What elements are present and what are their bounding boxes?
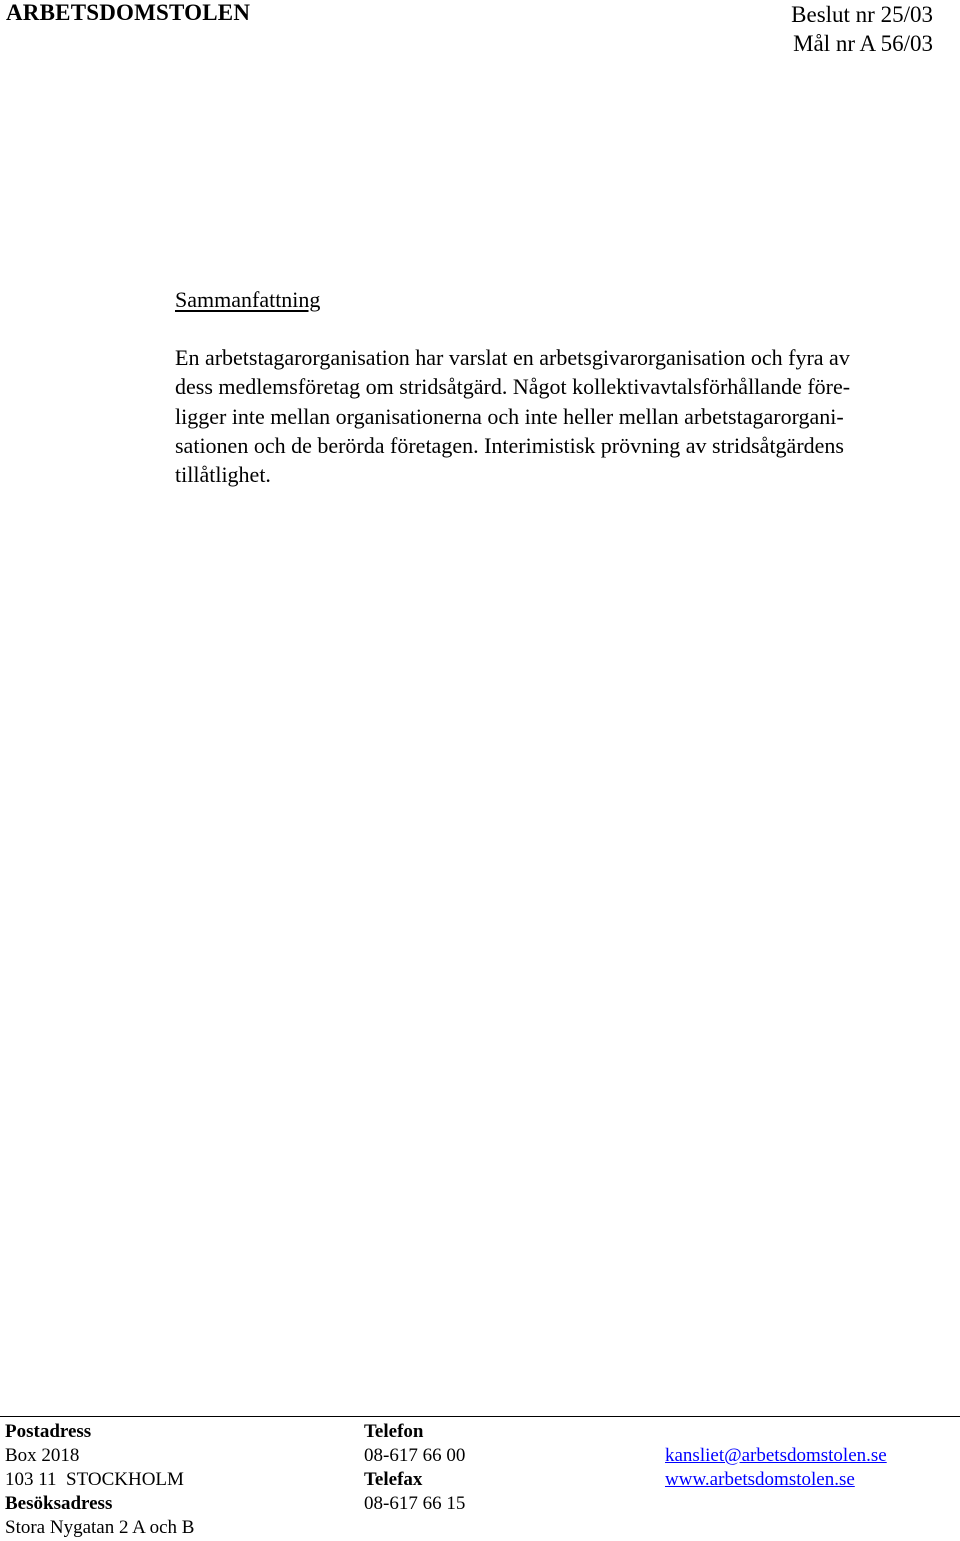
phone-label: Telefon bbox=[364, 1421, 424, 1442]
phone-number: 08-617 66 00 bbox=[364, 1445, 466, 1466]
summary-line: tillåtlighet. bbox=[175, 462, 271, 488]
fax-number: 08-617 66 15 bbox=[364, 1493, 466, 1514]
email-link[interactable]: kansliet@arbetsdomstolen.se bbox=[665, 1445, 887, 1466]
visiting-address-label: Besöksadress bbox=[5, 1493, 113, 1514]
footer-divider bbox=[0, 1416, 960, 1417]
case-references bbox=[791, 0, 933, 58]
decision-number: Beslut nr 25/03 bbox=[791, 2, 933, 27]
court-name: ARBETSDOMSTOLEN bbox=[6, 0, 251, 25]
summary-line: sationen och de berörda företagen. Interimistisk prövning av stridsåtgärdens bbox=[175, 432, 844, 458]
summary-line: ligger inte mellan organisationerna och inte heller mellan arbetstagarorgani- bbox=[175, 403, 844, 429]
case-number: Mål nr A 56/03 bbox=[793, 31, 933, 56]
postal-city: 103 11 STOCKHOLM bbox=[5, 1469, 184, 1490]
summary-heading: Sammanfattning bbox=[175, 287, 321, 312]
summary-line: dess medlemsföretag om stridsåtgärd. Något kollektivavtalsförhållande före- bbox=[175, 374, 851, 400]
fax-label: Telefax bbox=[364, 1469, 423, 1490]
postal-address-label: Postadress bbox=[5, 1421, 92, 1442]
summary-line: En arbetstagarorganisation har varslat en arbetsgivarorganisation och fyra av bbox=[175, 345, 850, 370]
website-link[interactable]: www.arbetsdomstolen.se bbox=[665, 1469, 855, 1490]
visiting-address: Stora Nygatan 2 A och B bbox=[5, 1517, 195, 1538]
summary-text bbox=[175, 343, 955, 489]
postal-box: Box 2018 bbox=[5, 1445, 80, 1466]
